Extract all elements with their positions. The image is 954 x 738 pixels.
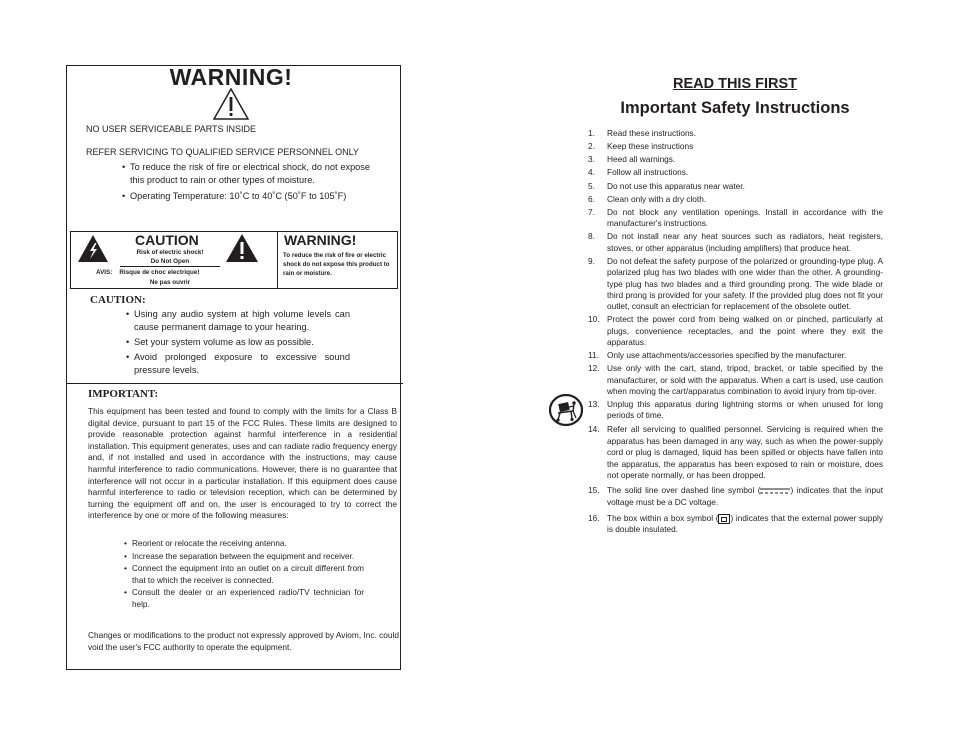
item-text: Do not defeat the safety purpose of the polarized or grounding-type plug. A polarized plug has two blades with one wider than the other. A grounding-type plug has two blades and a third grounding prong. The wide blade or third prong is provided for your safety. If the provided plug does not fit your outlet, consult an electrician for replacement of the obsolete outlet. — [607, 255, 883, 312]
ne-pas-ouvrir-text: Ne pas ouvrir — [149, 279, 191, 286]
item-number: 1. — [588, 128, 595, 138]
no-user-parts-text: NO USER SERVICEABLE PARTS INSIDE — [86, 124, 257, 134]
read-this-first-heading: READ THIS FIRST — [672, 76, 798, 92]
list-item: • Increase the separation between the equipment and receiver. — [124, 551, 364, 563]
divider — [66, 383, 403, 384]
item-number: 2. — [588, 141, 595, 151]
item-text: Only use attachments/accessories specified by the manufacturer. — [607, 350, 847, 361]
caution-subheading: CAUTION: — [90, 294, 146, 306]
item-number: 12. — [588, 363, 600, 374]
lightning-triangle-icon — [78, 235, 108, 262]
dc-voltage-symbol-icon — [760, 488, 790, 494]
avis-text: AVIS: Risque de choc electrique! — [96, 269, 200, 276]
item-number: 13. — [588, 399, 600, 410]
list-item: • To reduce the risk of fire or electrical shock, do not expose this product to rain or other types of moisture. — [122, 161, 370, 187]
double-insulated-symbol-icon — [718, 514, 730, 524]
list-item — [588, 141, 883, 152]
warning-title: WARNING! — [169, 64, 293, 90]
caution-bullet-list — [126, 308, 350, 379]
list-item: • Operating Temperature: 10˚C to 40˚C (50˚F to 105˚F) — [122, 190, 370, 203]
warning-bullet-list — [122, 161, 370, 206]
list-item — [588, 231, 883, 254]
page-title: Important Safety Instructions — [620, 99, 850, 117]
list-item — [588, 256, 883, 313]
caution-subheading-label: CAUTION — [90, 294, 142, 306]
item-text: Protect the power cord from being walked on or pinched, particularly at plugs, convenience receptacles, and the point where they exit the apparatus. — [607, 314, 883, 348]
list-item: • Using any audio system at high volume levels can cause permanent damage to your hearing. — [126, 308, 350, 334]
fcc-measures-list — [124, 538, 364, 611]
item-text: Do not block any ventilation openings. Install in accordance with the manufacturer's instructions. — [607, 207, 883, 229]
list-item — [588, 363, 883, 397]
list-item — [588, 399, 883, 422]
safety-instructions-list — [588, 128, 883, 536]
do-not-open-text: Do Not Open — [150, 258, 190, 265]
item-number: 11. — [588, 350, 599, 361]
item-number: 5. — [588, 181, 595, 191]
item-text: Follow all instructions. — [607, 167, 689, 177]
item-text: Clean only with a dry cloth. — [607, 194, 707, 204]
warning-triangle-icon — [213, 88, 249, 120]
refer-servicing-text: REFER SERVICING TO QUALIFIED SERVICE PERSONNEL ONLY — [86, 147, 359, 157]
item-text: Do not install near any heat sources such as radiators, heat registers, stoves, or other apparatus (including amplifiers) that produce heat. — [607, 231, 883, 253]
item-text — [607, 485, 883, 508]
item-text-post: ) indicates that the external power supply is double insulated. — [607, 512, 883, 535]
item-number: 14. — [588, 424, 600, 435]
list-item — [588, 424, 883, 481]
divider — [120, 266, 220, 267]
changes-paragraph: Changes or modifications to the product not expressly approved by Aviom, Inc. could void the user's FCC authority to operate the equipment. — [88, 630, 399, 652]
item-text: Do not use this apparatus near water. — [607, 181, 745, 191]
divider — [277, 231, 278, 289]
caution-heading: CAUTION — [135, 232, 199, 248]
list-item — [588, 350, 883, 361]
item-text: Refer all servicing to qualified personnel. Servicing is required when the apparatus has been damaged in any way, such as when the power-supply cord or plug is damaged, liquid has been spilled or objects have fallen into the apparatus, the apparatus has been exposed to rain or moisture, does not operate normally, or has been dropped. — [607, 424, 883, 481]
list-item — [588, 167, 883, 178]
fcc-paragraph: This equipment has been tested and found to comply with the limits for a Class B digital device, pursuant to part 15 of the FCC Rules. These limits are designed to provide reasonable protection against harmful interference in a residential installation. This equipment generates, uses and can radiate radio frequency energy and, if not installed and used in accordance with the instructions, may cause harmful interference to radio communications. However, there is no guarantee that interference will not occur in a particular installation. If this equipment does cause harmful interference to radio or television reception, which can be determined by turning the equipment off and on, the user is encouraged to try to correct the interference by one or more of the following measures: — [88, 406, 397, 521]
item-text — [607, 513, 883, 536]
list-item — [588, 194, 883, 205]
important-heading: IMPORTANT: — [88, 388, 159, 400]
list-item: • Connect the equipment into an outlet on a circuit different from that to which the receiver is connected. — [124, 563, 364, 586]
item-text: Keep these instructions — [607, 141, 694, 151]
item-text: Read these instructions. — [607, 128, 697, 138]
item-number: 10. — [588, 314, 600, 325]
list-item — [588, 128, 883, 139]
list-item: • Set your system volume as low as possible. — [126, 336, 350, 349]
item-text-pre: The box within a box symbol ( — [607, 512, 719, 523]
item-number: 3. — [588, 154, 595, 164]
cart-tip-over-warning-icon — [549, 394, 583, 426]
item-text-pre: The solid line over dashed line symbol ( — [607, 485, 761, 496]
list-item — [588, 513, 883, 536]
item-text-post: ) indicates that the input voltage must be a DC voltage. — [607, 485, 884, 507]
item-number: 16. — [588, 512, 600, 523]
list-item: • Consult the dealer or an experienced radio/TV technician for help. — [124, 587, 364, 610]
list-item: • Reorient or relocate the receiving antenna. — [124, 538, 364, 550]
list-item — [588, 181, 883, 192]
item-text: Use only with the cart, stand, tripod, bracket, or table specified by the manufacturer, or sold with the apparatus. When a cart is used, use caution when moving the cart/apparatus combination to avoid injury from tip-over. — [607, 363, 883, 397]
item-text: Unplug this apparatus during lightning storms or when unused for long periods of time. — [607, 399, 883, 421]
warning-moisture-text: To reduce the risk of fire or electric shock do not expose this product to rain or moisture. — [283, 252, 390, 277]
item-number: 6. — [588, 194, 595, 204]
item-number: 7. — [588, 207, 595, 217]
important-heading-label: IMPORTANT — [88, 388, 155, 400]
item-number: 9. — [588, 255, 595, 266]
list-item — [588, 154, 883, 165]
list-item — [588, 314, 883, 348]
exclamation-triangle-icon — [226, 234, 258, 262]
item-number: 4. — [588, 167, 595, 177]
item-number: 8. — [588, 231, 595, 242]
risk-shock-text: Risk of electric shock! — [136, 249, 204, 256]
item-text: Heed all warnings. — [607, 154, 676, 164]
list-item — [588, 207, 883, 230]
list-item — [588, 485, 883, 508]
list-item: • Avoid prolonged exposure to excessive sound pressure levels. — [126, 351, 350, 377]
warning-heading: WARNING! — [284, 232, 357, 248]
item-number: 15. — [588, 485, 600, 496]
